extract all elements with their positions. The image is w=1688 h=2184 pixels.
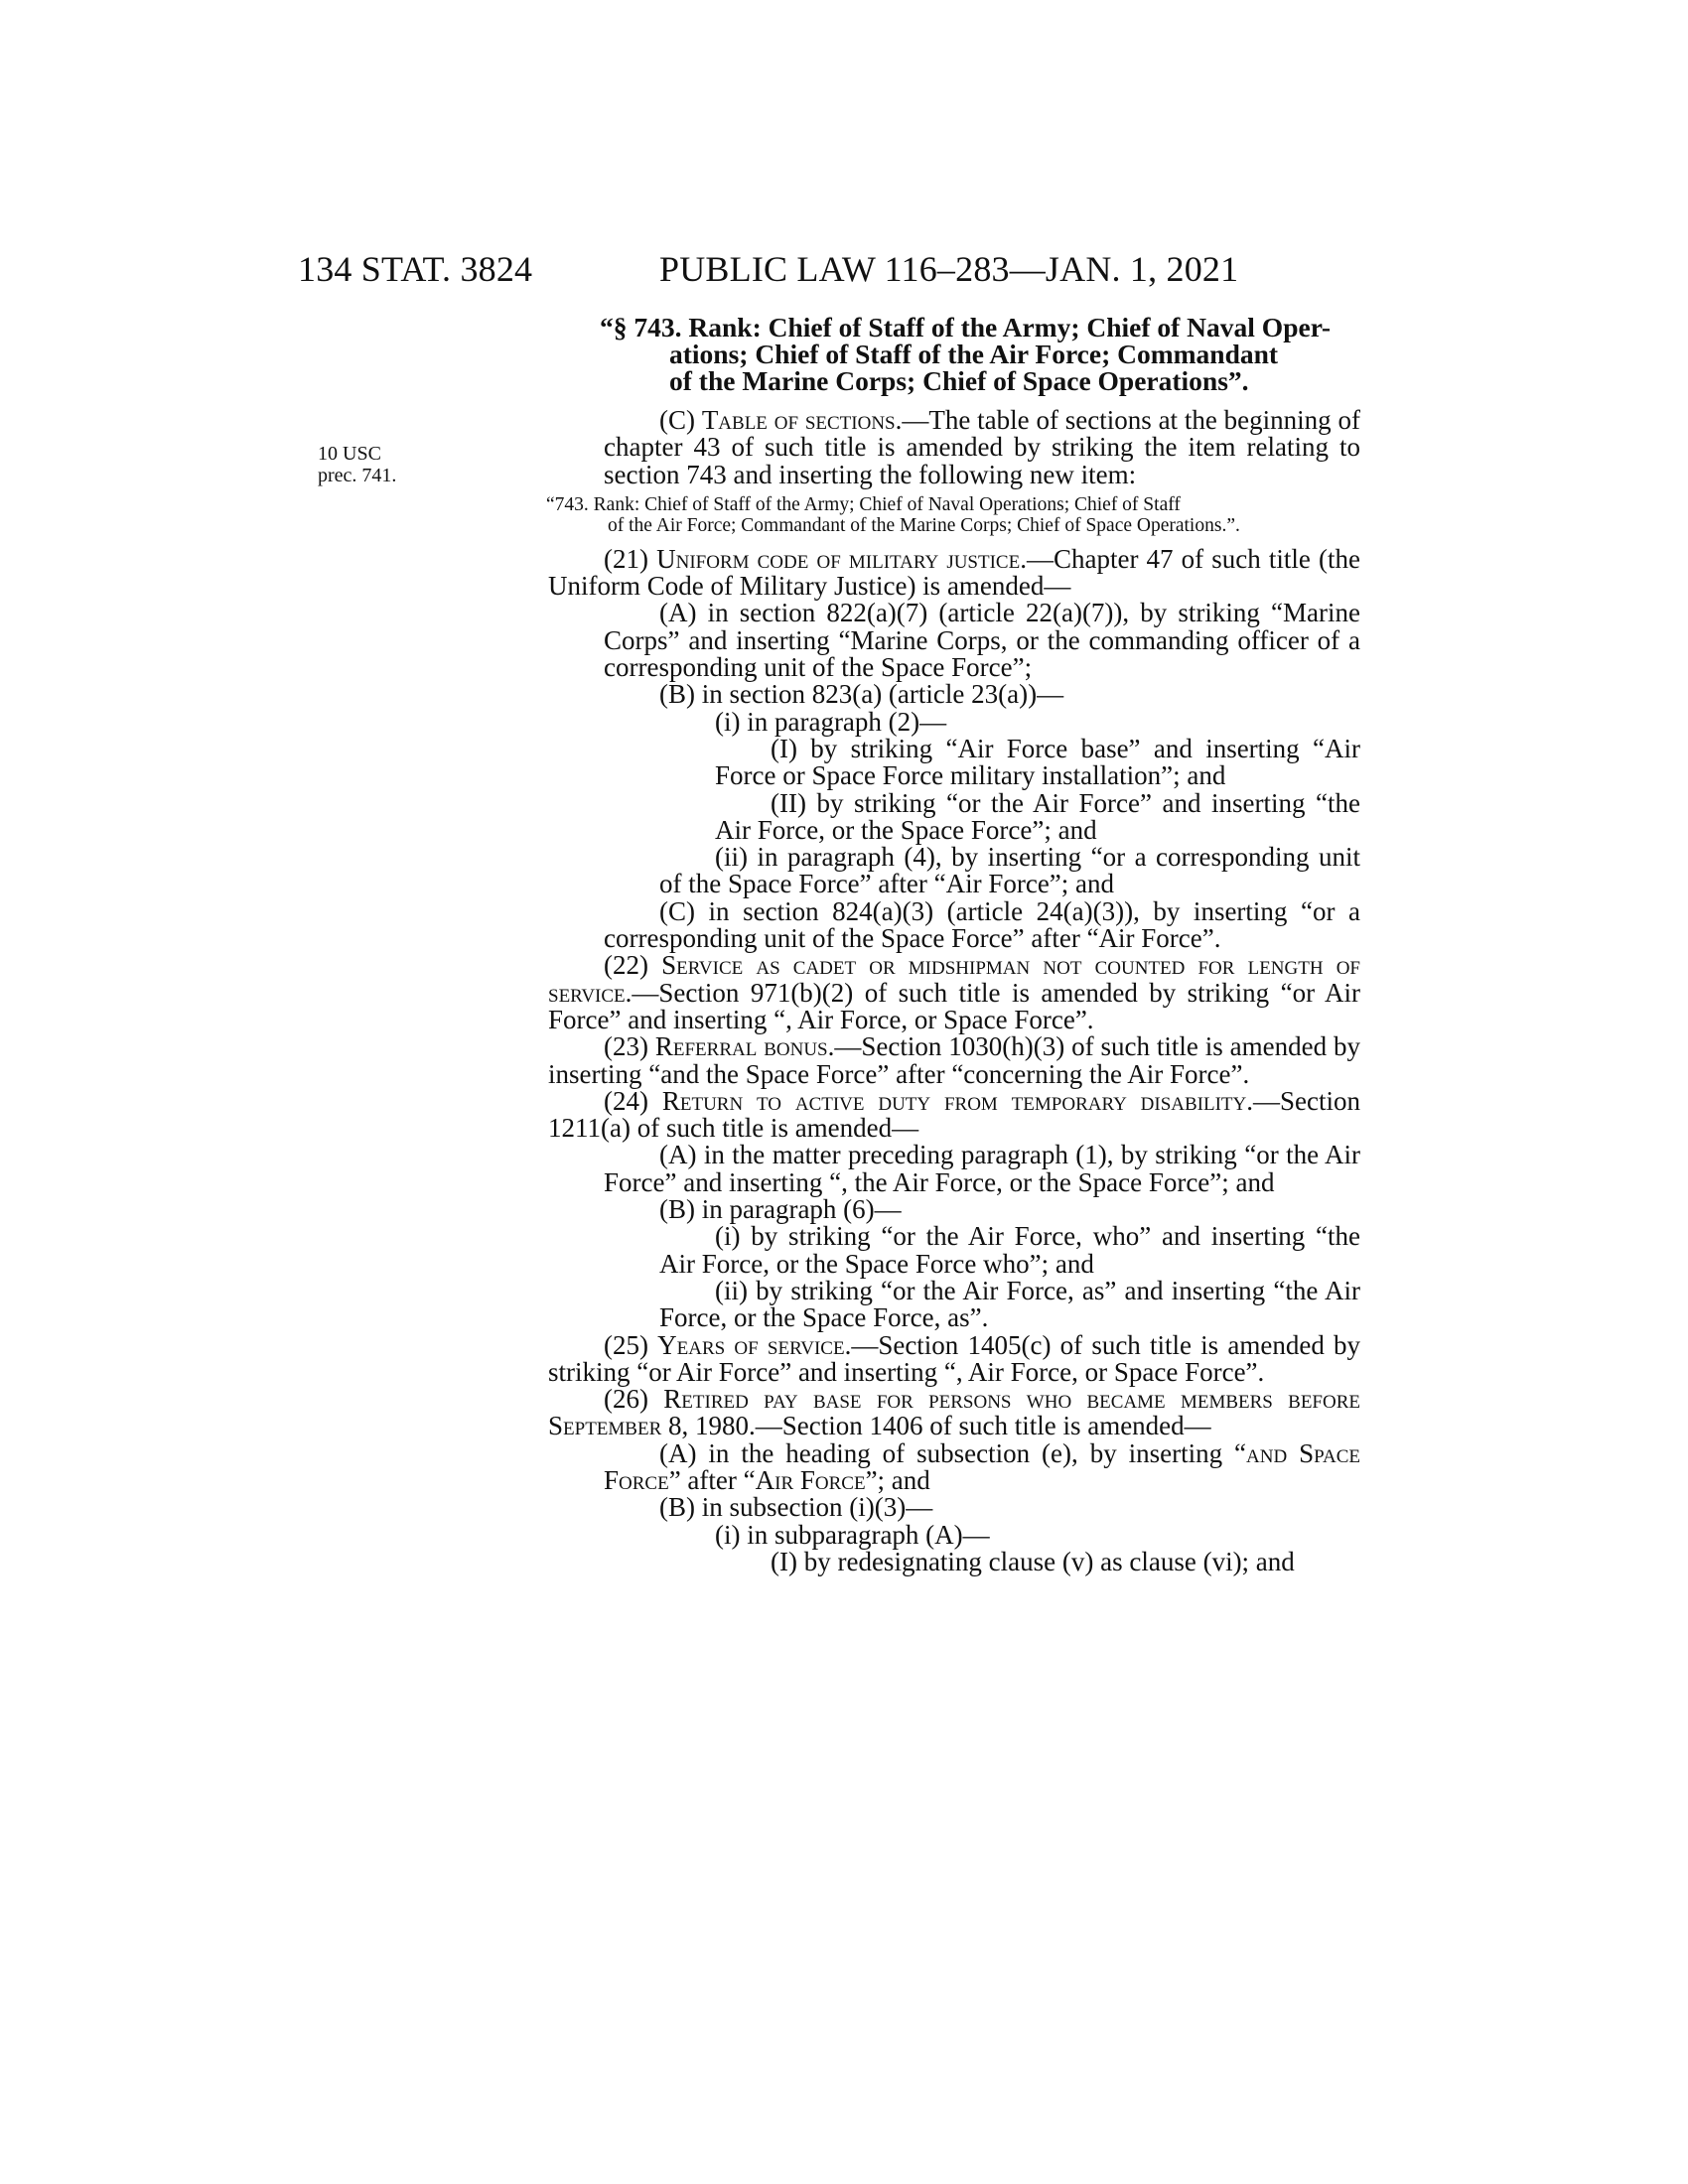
document-body	[548, 407, 1360, 1575]
paragraph: (B) in subsection (i)(3)—	[659, 1492, 933, 1523]
margin-note-line-2: prec. 741.	[318, 465, 397, 486]
paragraph: (A) in the heading of subsection (e), by inserting “and Space Force” after “Air Force”; and	[604, 1437, 1360, 1495]
section-heading	[600, 314, 1364, 394]
paragraph: (25) Years of service.—Section 1405(c) of such title is amended by striking “or Air Force” and inserting “, Air Force, or Space Force”.	[548, 1329, 1361, 1387]
paragraph: (i) by striking “or the Air Force, who” and inserting “the Air Force, or the Space Force who”; and	[659, 1221, 1360, 1279]
paragraph: (I) by striking “Air Force base” and inserting “Air Force or Space Force military installation”; and	[715, 733, 1360, 791]
paragraph: (21) Uniform code of military justice.—Chapter 47 of such title (the Uniform Code of Military Justice) is amended—	[548, 543, 1360, 602]
paragraph: (C) in section 824(a)(3) (article 24(a)(3)), by inserting “or a corresponding unit of the Space Force” after “Air Force”.	[604, 895, 1360, 954]
paragraph: (i) in subparagraph (A)—	[715, 1519, 990, 1550]
statute-page-number: 134 STAT. 3824	[298, 249, 533, 289]
margin-note	[318, 443, 396, 486]
paragraph: (A) in the matter preceding paragraph (1), by striking “or the Air Force” and inserting “, the Air Force, or the Space Force”; and	[604, 1140, 1360, 1197]
section-heading-line-1: “§ 743. Rank: Chief of Staff of the Army; Chief of Naval Oper-	[600, 312, 1332, 342]
paragraph: (I) by redesignating clause (v) as clause (vi); and	[771, 1546, 1295, 1576]
section-heading-line-2: ations; Chief of Staff of the Air Force; Commandant	[669, 339, 1279, 369]
public-law-header: PUBLIC LAW 116–283—JAN. 1, 2021	[659, 249, 1239, 289]
margin-note-line-1: 10 USC	[318, 443, 381, 465]
paragraph: (22) Service as cadet or midshipman not counted for length of service.—Section 971(b)(2) of such title is amended by striking “or Air Force” and inserting “, Air Force, or Space Force”.	[548, 950, 1360, 1034]
table-of-sections-item: “743. Rank: Chief of Staff of the Army; Chief of Naval Operations; Chief of Staff of the Air Force; Commandant of the Marine Corps; Chief of Space Operations.”.	[546, 493, 1240, 536]
paragraph: (B) in paragraph (6)—	[659, 1194, 902, 1225]
paragraph: (23) Referral bonus.—Section 1030(h)(3) of such title is amended by inserting “and the Space Force” after “concerning the Air Force”.	[548, 1031, 1360, 1089]
paragraph: (II) by striking “or the Air Force” and inserting “the Air Force, or the Space Force”; and	[715, 787, 1360, 845]
paragraph: (C) Table of sections.—The table of sections at the beginning of chapter 43 of such title is amended by striking the item relating to section 743 and inserting the following new item:	[604, 405, 1360, 489]
paragraph: (ii) in paragraph (4), by inserting “or a corresponding unit of the Space Force” after “Air Force”; and	[659, 842, 1360, 899]
paragraph: (B) in section 823(a) (article 23(a))—	[659, 679, 1064, 710]
paragraph: (i) in paragraph (2)—	[715, 706, 947, 737]
section-heading-line-3: of the Marine Corps; Chief of Space Operations”.	[669, 365, 1249, 396]
paragraph: (ii) by striking “or the Air Force, as” and inserting “the Air Force, or the Space Force, as”.	[659, 1275, 1360, 1333]
paragraph: (A) in section 822(a)(7) (article 22(a)(7)), by striking “Marine Corps” and inserting “Marine Corps, or the commanding officer of a corresponding unit of the Space Force”;	[604, 598, 1360, 683]
paragraph: (26) Retired pay base for persons who became members before September 8, 1980.—Section 1406 of such title is amended—	[548, 1384, 1360, 1441]
paragraph: (24) Return to active duty from temporary disability.—Section 1211(a) of such title is amended—	[548, 1085, 1360, 1144]
